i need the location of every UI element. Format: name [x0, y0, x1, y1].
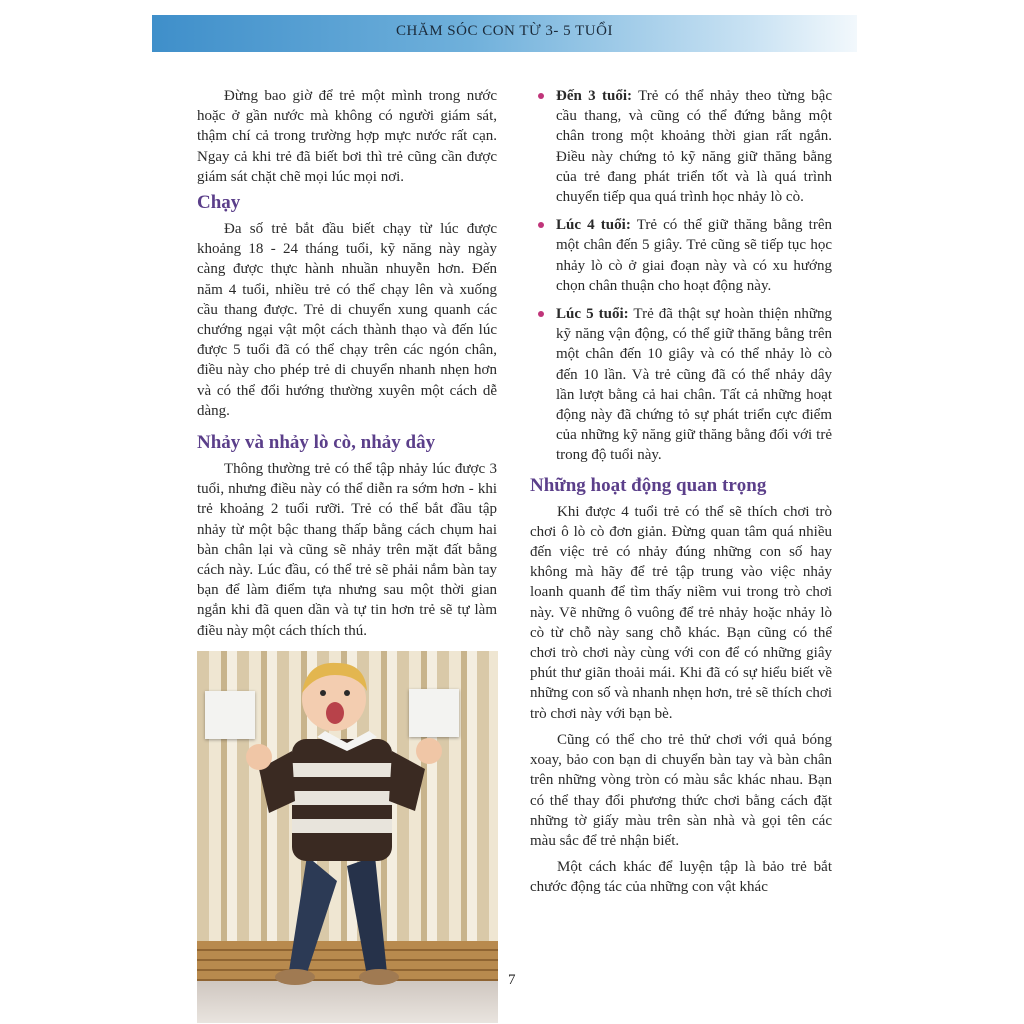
intro-paragraph: Đừng bao giờ để trẻ một mình trong nước hoặc ở gần nước mà không có người giám sát, thậm chí cả trong trường hợp mực nước rất cạn. Ngay cả khi trẻ đã biết bơi thì trẻ cũng cần được giám sát chặt chẽ mọi lúc mọi nơi.	[197, 88, 497, 185]
bullet-dot-icon	[538, 222, 544, 228]
bullet-text: Trẻ có thể nhảy theo từng bậc cầu thang, và cũng có thể đứng bằng một chân trong một khoảng thời gian rất ngắn. Điều này chứng tỏ kỹ năng giữ thăng bằng của trẻ đang phát triển tốt và là quá trình chuyển tiếp qua quá trình học nhảy lò cò.	[556, 88, 832, 206]
bullet-text: Trẻ có thể giữ thăng bằng trên một chân đến 5 giây. Trẻ cũng sẽ tiếp tục học nhảy lò cò ở giai đoạn này và có xu hướng chọn chân thuận cho hoạt động này.	[556, 217, 832, 294]
bullet-lead: Lúc 4 tuổi:	[556, 217, 631, 234]
bullet-lead: Lúc 5 tuổi:	[556, 306, 629, 323]
jumping-paragraph: Thông thường trẻ có thể tập nhảy lúc được 3 tuổi, nhưng điều này có thể diễn ra sớm hơn - khi trẻ khoảng 2 tuổi rưỡi. Trẻ có thể bắt đầu tập nhảy từ một bậc thang thấp bằng cách chụm hai bàn chân lại và cũng sẽ nhảy trên mặt đất bằng cách này. Lúc đầu, có thể trẻ sẽ phải nắm bàn tay bạn để làm điểm tựa nhưng sau một thời gian ngắn khi đã quen dần và tự tin hơn trẻ sẽ tự làm điều này một cách thích thú.	[197, 461, 497, 639]
running-heading: Chạy	[197, 192, 241, 214]
header-band	[152, 15, 857, 52]
activities-paragraph-3: Một cách khác để luyện tập là bảo trẻ bắt chước động tác của những con vật khác	[530, 859, 832, 896]
child-jumping-photo	[197, 651, 498, 1023]
chapter-title: CHĂM SÓC CON TỪ 3- 5 TUỔI	[396, 23, 613, 39]
page-number: 7	[508, 972, 516, 988]
jumping-heading: Nhảy và nhảy lò cò, nhảy dây	[197, 432, 436, 454]
activities-paragraph-1: Khi được 4 tuổi trẻ có thể sẽ thích chơi trò chơi ô lò cò đơn giản. Đừng quan tâm quá nhiều đến việc trẻ có nhảy đúng những con số hay không mà hãy để trẻ tập trung vào việc nhảy loanh quanh để tìm thấy niềm vui trong trò chơi này. Vẽ những ô vuông để trẻ nhảy hoặc nhảy lò cò từ chỗ này sang chỗ khác. Bạn cũng có thể chơi trò chơi này cùng với con để có những giây phút thư giãn thoải mái. Khi đã có sự hiểu biết về những con số và nhanh nhẹn hơn, trẻ sẽ thích chơi trò chơi này với bạn bè.	[530, 503, 832, 722]
bullet-age-4	[530, 215, 832, 296]
bullet-dot-icon	[538, 93, 544, 99]
activities-heading: Những hoạt động quan trọng	[530, 474, 767, 496]
left-column	[197, 86, 497, 641]
bullet-text: Trẻ đã thật sự hoàn thiện những kỹ năng vận động, có thể giữ thăng bằng trên một chân đến 10 giây và có thể nhảy lò cò đến 10 lần. Và trẻ cũng đã có thể nhảy dây lần lượt bằng cả hai chân. Tất cả những hoạt động này đã chứng tỏ sự phát triển cực điểm của những kỹ năng giữ thăng bằng đối với trẻ trong độ tuổi này.	[556, 306, 832, 464]
running-paragraph: Đa số trẻ bắt đầu biết chạy từ lúc được khoảng 18 - 24 tháng tuổi, kỹ năng này ngày càng được thực hành nhuần nhuyễn hơn. Đến năm 4 tuổi, nhiều trẻ có thể chạy lên và xuống cầu thang được. Trẻ di chuyển xung quanh các chướng ngại vật một cách thành thạo và đến lúc được 5 tuổi đã có thể chạy trên các ngón chân, điều này cho phép trẻ di chuyển nhanh nhẹn hơn và có thể đổi hướng thường xuyên một cách dễ dàng.	[197, 221, 497, 419]
child-figure	[197, 651, 498, 1023]
bullet-age-3	[530, 86, 832, 207]
right-column	[530, 86, 832, 898]
bullet-age-5	[530, 304, 832, 466]
bullet-lead: Đến 3 tuổi:	[556, 88, 633, 104]
bullet-dot-icon	[538, 311, 544, 317]
activities-paragraph-2: Cũng có thể cho trẻ thử chơi với quả bóng xoay, bảo con bạn di chuyển bàn tay và bàn chân trên những vòng tròn có màu sắc khác nhau. Bạn có thể thay đổi phương thức chơi bằng cách đặt những tờ giấy màu trên sàn nhà và gọi tên các màu sắc để trẻ nhận biết.	[530, 731, 832, 849]
